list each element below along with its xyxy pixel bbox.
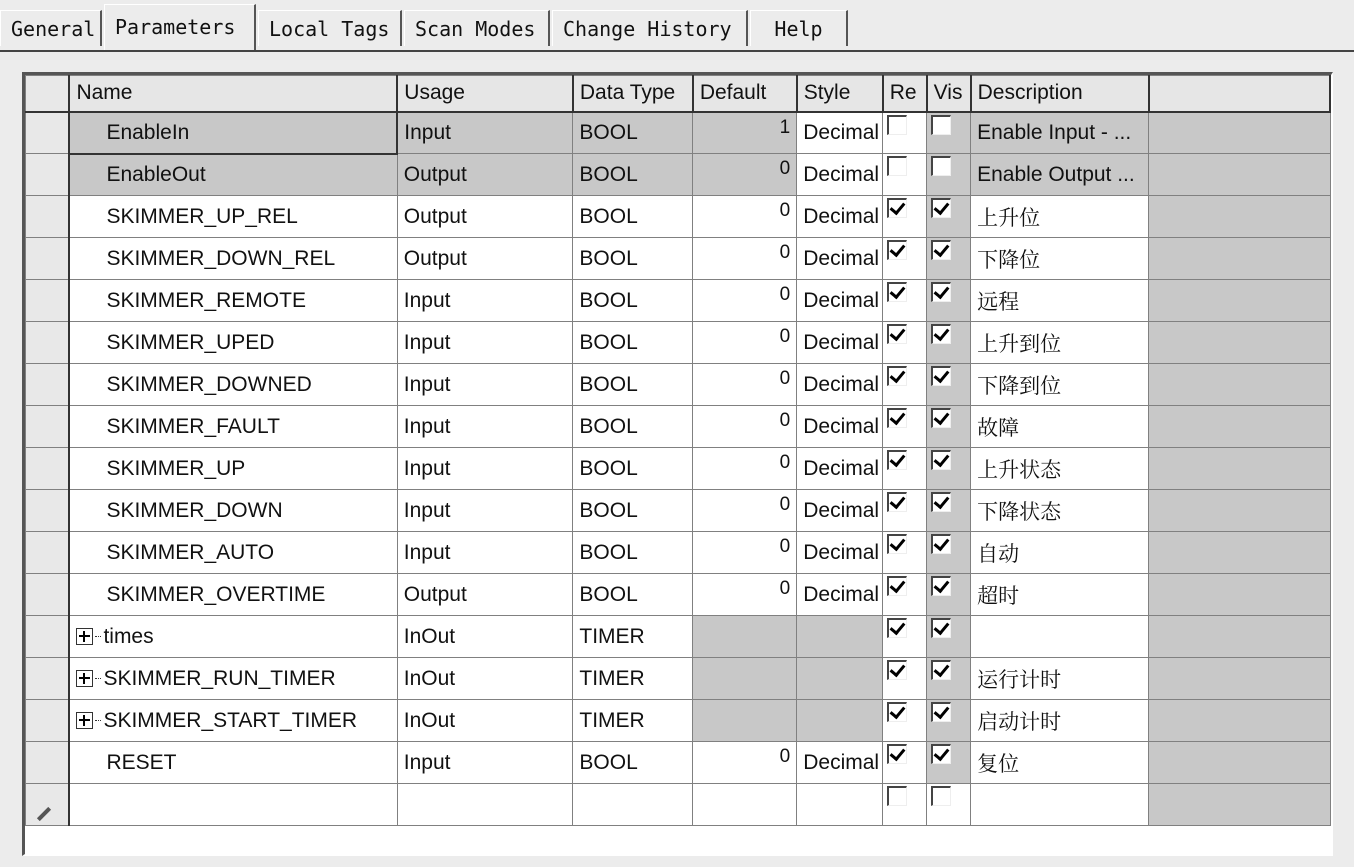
cell-visible xyxy=(927,616,971,658)
tree-connector xyxy=(95,678,101,679)
visible-checkbox[interactable] xyxy=(931,198,951,218)
cell-filler xyxy=(1149,448,1330,490)
cell-name[interactable] xyxy=(69,658,397,700)
cell-visible xyxy=(927,280,971,322)
cell-description[interactable]: 复位 xyxy=(971,742,1149,784)
table-row[interactable] xyxy=(26,322,1331,364)
row-selector[interactable] xyxy=(26,574,70,616)
row-selector[interactable] xyxy=(26,490,70,532)
required-checkbox[interactable] xyxy=(887,534,907,554)
cell-name-text: SKIMMER_DOWNED xyxy=(106,372,312,396)
tab-strip xyxy=(0,0,1354,52)
column-header-filler xyxy=(1149,76,1330,112)
cell-description[interactable]: 运行计时 xyxy=(971,658,1149,700)
row-selector[interactable] xyxy=(26,280,70,322)
expand-plus-icon[interactable] xyxy=(76,628,93,645)
cell-name-text: SKIMMER_AUTO xyxy=(106,540,275,564)
cell-usage[interactable]: Input xyxy=(397,364,573,406)
cell-name[interactable] xyxy=(69,532,397,574)
cell-usage[interactable]: Input xyxy=(397,322,573,364)
required-checkbox[interactable] xyxy=(887,240,907,260)
cell-data-type[interactable]: BOOL xyxy=(573,406,693,448)
cell-data-type[interactable]: BOOL xyxy=(573,196,693,238)
cell-usage[interactable] xyxy=(397,784,573,826)
visible-checkbox[interactable] xyxy=(931,240,951,260)
cell-style[interactable]: Decimal xyxy=(797,364,883,406)
column-header-name[interactable]: Name xyxy=(69,76,397,112)
cell-filler xyxy=(1149,280,1330,322)
cell-style[interactable] xyxy=(797,658,883,700)
cell-filler xyxy=(1149,406,1330,448)
cell-style[interactable]: Decimal xyxy=(797,490,883,532)
parameters-table xyxy=(25,75,1331,826)
grid-body xyxy=(26,112,1331,826)
cell-data-type[interactable]: BOOL xyxy=(573,742,693,784)
cell-description[interactable]: 上升状态 xyxy=(971,448,1149,490)
cell-required xyxy=(883,784,927,826)
cell-name[interactable] xyxy=(69,406,397,448)
required-checkbox[interactable] xyxy=(887,115,907,135)
cell-style[interactable]: Decimal xyxy=(797,154,883,196)
cell-description[interactable] xyxy=(971,784,1149,826)
cell-style[interactable]: Decimal xyxy=(797,532,883,574)
cell-name-text: SKIMMER_START_TIMER xyxy=(103,708,358,732)
cell-name[interactable] xyxy=(69,574,397,616)
cell-name[interactable] xyxy=(69,322,397,364)
cell-required xyxy=(883,574,927,616)
tab-change-history[interactable]: Change History xyxy=(552,10,748,46)
required-checkbox[interactable] xyxy=(887,576,907,596)
cell-default[interactable]: 0 xyxy=(693,406,797,448)
table-row[interactable] xyxy=(26,280,1331,322)
cell-visible xyxy=(927,490,971,532)
cell-visible xyxy=(927,784,971,826)
cell-style[interactable]: Decimal xyxy=(797,238,883,280)
required-checkbox[interactable] xyxy=(887,198,907,218)
cell-name[interactable] xyxy=(69,112,397,154)
cell-filler xyxy=(1149,658,1330,700)
cell-name-text: SKIMMER_REMOTE xyxy=(106,288,306,312)
cell-usage[interactable]: Input xyxy=(397,112,573,154)
row-selector[interactable] xyxy=(26,742,70,784)
cell-required xyxy=(883,364,927,406)
cell-name-text: SKIMMER_UP xyxy=(106,456,246,480)
cell-data-type[interactable]: TIMER xyxy=(573,658,693,700)
cell-usage[interactable]: Input xyxy=(397,406,573,448)
cell-required xyxy=(883,112,927,154)
cell-data-type[interactable]: BOOL xyxy=(573,490,693,532)
cell-name-text: SKIMMER_FAULT xyxy=(106,414,280,438)
cell-style[interactable]: Decimal xyxy=(797,280,883,322)
cell-data-type[interactable]: BOOL xyxy=(573,322,693,364)
required-checkbox[interactable] xyxy=(887,450,907,470)
header-row xyxy=(26,76,1331,112)
cell-visible xyxy=(927,532,971,574)
cell-style[interactable]: Decimal xyxy=(797,322,883,364)
cell-name[interactable] xyxy=(69,742,397,784)
cell-required xyxy=(883,490,927,532)
required-checkbox[interactable] xyxy=(887,660,907,680)
cell-description[interactable]: 上升位 xyxy=(971,196,1149,238)
table-row[interactable] xyxy=(26,658,1331,700)
cell-data-type[interactable]: BOOL xyxy=(573,280,693,322)
cell-name[interactable] xyxy=(69,784,397,826)
cell-style[interactable] xyxy=(797,700,883,742)
cell-filler xyxy=(1149,784,1330,826)
cell-style[interactable]: Decimal xyxy=(797,196,883,238)
cell-usage[interactable]: Input xyxy=(397,448,573,490)
required-checkbox[interactable] xyxy=(887,744,907,764)
visible-checkbox[interactable] xyxy=(931,618,951,638)
cell-filler xyxy=(1149,532,1330,574)
cell-default[interactable] xyxy=(693,658,797,700)
row-selector[interactable] xyxy=(26,196,70,238)
cell-data-type[interactable]: TIMER xyxy=(573,700,693,742)
row-selector-new[interactable] xyxy=(26,784,70,826)
cell-description[interactable]: 下降状态 xyxy=(971,490,1149,532)
visible-checkbox[interactable] xyxy=(931,744,951,764)
cell-description[interactable] xyxy=(971,616,1149,658)
cell-name[interactable] xyxy=(69,700,397,742)
cell-style[interactable]: Decimal xyxy=(797,742,883,784)
row-selector[interactable] xyxy=(26,616,70,658)
cell-filler xyxy=(1149,700,1330,742)
cell-filler xyxy=(1149,238,1330,280)
cell-name[interactable] xyxy=(69,448,397,490)
cell-data-type[interactable]: BOOL xyxy=(573,574,693,616)
table-row[interactable] xyxy=(26,238,1331,280)
table-row[interactable] xyxy=(26,574,1331,616)
visible-checkbox[interactable] xyxy=(931,576,951,596)
cell-data-type[interactable]: BOOL xyxy=(573,154,693,196)
required-checkbox[interactable] xyxy=(887,282,907,302)
required-checkbox[interactable] xyxy=(887,408,907,428)
visible-checkbox[interactable] xyxy=(931,156,951,176)
cell-visible xyxy=(927,742,971,784)
visible-checkbox[interactable] xyxy=(931,492,951,512)
required-checkbox[interactable] xyxy=(887,492,907,512)
cell-name-text: times xyxy=(103,624,154,648)
cell-default[interactable]: 0 xyxy=(693,322,797,364)
cell-required xyxy=(883,700,927,742)
visible-checkbox[interactable] xyxy=(931,115,951,135)
cell-name-text: SKIMMER_RUN_TIMER xyxy=(103,666,336,690)
tab-parameters[interactable]: Parameters xyxy=(104,4,256,50)
required-checkbox[interactable] xyxy=(887,702,907,722)
cell-default[interactable] xyxy=(693,700,797,742)
cell-default[interactable]: 1 xyxy=(693,112,797,154)
cell-required xyxy=(883,238,927,280)
column-header-visible[interactable]: Vis xyxy=(927,76,971,112)
row-selector[interactable] xyxy=(26,364,70,406)
cell-description[interactable]: Enable Output ... xyxy=(971,154,1149,196)
tab-scan-modes[interactable]: Scan Modes xyxy=(404,10,550,46)
parameters-grid xyxy=(22,72,1333,856)
cell-name[interactable] xyxy=(69,490,397,532)
visible-checkbox[interactable] xyxy=(931,324,951,344)
cell-required xyxy=(883,406,927,448)
cell-name-text: SKIMMER_DOWN_REL xyxy=(106,246,336,270)
table-row[interactable] xyxy=(26,616,1331,658)
cell-default[interactable] xyxy=(693,784,797,826)
cell-usage[interactable]: Input xyxy=(397,280,573,322)
visible-checkbox[interactable] xyxy=(931,282,951,302)
row-selector[interactable] xyxy=(26,700,70,742)
cell-description[interactable]: 自动 xyxy=(971,532,1149,574)
cell-style[interactable] xyxy=(797,616,883,658)
column-header-style[interactable]: Style xyxy=(797,76,883,112)
cell-visible xyxy=(927,364,971,406)
cell-filler xyxy=(1149,574,1330,616)
cell-data-type[interactable]: TIMER xyxy=(573,616,693,658)
cell-required xyxy=(883,154,927,196)
table-row[interactable] xyxy=(26,112,1331,154)
column-header-description[interactable]: Description xyxy=(971,76,1149,112)
cell-filler xyxy=(1149,112,1330,154)
cell-visible xyxy=(927,322,971,364)
column-header-data-type[interactable]: Data Type xyxy=(573,76,693,112)
cell-name[interactable] xyxy=(69,364,397,406)
row-selector[interactable] xyxy=(26,112,70,154)
cell-default[interactable]: 0 xyxy=(693,742,797,784)
cell-visible xyxy=(927,196,971,238)
cell-usage[interactable]: InOut xyxy=(397,700,573,742)
cell-name-text: RESET xyxy=(106,750,177,774)
cell-description[interactable]: 故障 xyxy=(971,406,1149,448)
cell-name[interactable] xyxy=(69,280,397,322)
cell-description[interactable]: 下降到位 xyxy=(971,364,1149,406)
cell-usage[interactable]: Output xyxy=(397,154,573,196)
cell-required xyxy=(883,322,927,364)
cell-usage[interactable]: InOut xyxy=(397,658,573,700)
visible-checkbox[interactable] xyxy=(931,408,951,428)
cell-description[interactable]: 启动计时 xyxy=(971,700,1149,742)
cell-filler xyxy=(1149,364,1330,406)
table-row[interactable] xyxy=(26,406,1331,448)
cell-description[interactable]: 下降位 xyxy=(971,238,1149,280)
cell-default[interactable] xyxy=(693,616,797,658)
cell-visible xyxy=(927,406,971,448)
cell-default[interactable]: 0 xyxy=(693,280,797,322)
required-checkbox[interactable] xyxy=(887,786,907,806)
required-checkbox[interactable] xyxy=(887,156,907,176)
cell-data-type[interactable]: BOOL xyxy=(573,448,693,490)
cell-required xyxy=(883,532,927,574)
cell-default[interactable]: 0 xyxy=(693,154,797,196)
cell-name-text: EnableIn xyxy=(106,120,190,144)
cell-name[interactable] xyxy=(69,616,397,658)
expand-plus-icon[interactable] xyxy=(76,670,93,687)
table-row[interactable] xyxy=(26,490,1331,532)
cell-usage[interactable]: InOut xyxy=(397,616,573,658)
visible-checkbox[interactable] xyxy=(931,786,951,806)
row-selector[interactable] xyxy=(26,238,70,280)
cell-style[interactable]: Decimal xyxy=(797,112,883,154)
cell-filler xyxy=(1149,490,1330,532)
cell-description[interactable]: 远程 xyxy=(971,280,1149,322)
tab-local-tags[interactable]: Local Tags xyxy=(258,10,402,46)
cell-usage[interactable]: Output xyxy=(397,196,573,238)
column-header-default[interactable]: Default xyxy=(693,76,797,112)
cell-filler xyxy=(1149,154,1330,196)
cell-data-type[interactable]: BOOL xyxy=(573,532,693,574)
expand-plus-icon[interactable] xyxy=(76,712,93,729)
tab-general[interactable]: General xyxy=(0,10,102,46)
cell-filler xyxy=(1149,322,1330,364)
cell-data-type[interactable]: BOOL xyxy=(573,364,693,406)
cell-required xyxy=(883,742,927,784)
cell-usage[interactable]: Input xyxy=(397,490,573,532)
cell-usage[interactable]: Output xyxy=(397,574,573,616)
cell-usage[interactable]: Output xyxy=(397,238,573,280)
cell-default[interactable]: 0 xyxy=(693,448,797,490)
cell-visible xyxy=(927,154,971,196)
cell-required xyxy=(883,658,927,700)
cell-visible xyxy=(927,574,971,616)
cell-required xyxy=(883,448,927,490)
cell-name-text: EnableOut xyxy=(106,162,206,186)
cell-usage[interactable]: Input xyxy=(397,742,573,784)
cell-filler xyxy=(1149,742,1330,784)
cell-default[interactable]: 0 xyxy=(693,238,797,280)
visible-checkbox[interactable] xyxy=(931,450,951,470)
table-row[interactable] xyxy=(26,196,1331,238)
cell-style[interactable]: Decimal xyxy=(797,448,883,490)
header-corner xyxy=(26,76,70,112)
table-row[interactable] xyxy=(26,700,1331,742)
table-row[interactable] xyxy=(26,364,1331,406)
cell-name-text: SKIMMER_DOWN xyxy=(106,498,283,522)
cell-style[interactable] xyxy=(797,784,883,826)
tab-help[interactable]: Help xyxy=(750,10,848,46)
table-row[interactable] xyxy=(26,154,1331,196)
cell-visible xyxy=(927,658,971,700)
cell-data-type[interactable] xyxy=(573,784,693,826)
cell-filler xyxy=(1149,616,1330,658)
table-row[interactable] xyxy=(26,742,1331,784)
visible-checkbox[interactable] xyxy=(931,366,951,386)
cell-visible xyxy=(927,448,971,490)
cell-description[interactable]: 超时 xyxy=(971,574,1149,616)
cell-visible xyxy=(927,238,971,280)
tree-connector xyxy=(95,720,101,721)
required-checkbox[interactable] xyxy=(887,618,907,638)
cell-visible xyxy=(927,700,971,742)
cell-usage[interactable]: Input xyxy=(397,532,573,574)
cell-visible xyxy=(927,112,971,154)
cell-name[interactable] xyxy=(69,196,397,238)
cell-name[interactable] xyxy=(69,154,397,196)
cell-default[interactable]: 0 xyxy=(693,364,797,406)
tree-connector xyxy=(95,636,101,637)
visible-checkbox[interactable] xyxy=(931,660,951,680)
row-selector[interactable] xyxy=(26,406,70,448)
new-row[interactable] xyxy=(26,784,1331,826)
cell-required xyxy=(883,196,927,238)
row-selector[interactable] xyxy=(26,448,70,490)
cell-default[interactable]: 0 xyxy=(693,532,797,574)
row-selector[interactable] xyxy=(26,322,70,364)
cell-data-type[interactable]: BOOL xyxy=(573,112,693,154)
required-checkbox[interactable] xyxy=(887,366,907,386)
cell-required xyxy=(883,616,927,658)
cell-default[interactable]: 0 xyxy=(693,490,797,532)
column-header-usage[interactable]: Usage xyxy=(397,76,573,112)
cell-name-text: SKIMMER_UP_REL xyxy=(106,204,298,228)
cell-style[interactable]: Decimal xyxy=(797,406,883,448)
visible-checkbox[interactable] xyxy=(931,534,951,554)
column-header-required[interactable]: Re xyxy=(883,76,927,112)
cell-filler xyxy=(1149,196,1330,238)
cell-required xyxy=(883,280,927,322)
cell-name-text: SKIMMER_OVERTIME xyxy=(106,582,326,606)
pencil-icon xyxy=(37,806,51,820)
cell-description[interactable]: Enable Input - ... xyxy=(971,112,1149,154)
required-checkbox[interactable] xyxy=(887,324,907,344)
cell-name[interactable] xyxy=(69,238,397,280)
cell-default[interactable]: 0 xyxy=(693,574,797,616)
cell-name-text: SKIMMER_UPED xyxy=(106,330,275,354)
table-row[interactable] xyxy=(26,448,1331,490)
cell-style[interactable]: Decimal xyxy=(797,574,883,616)
table-row[interactable] xyxy=(26,532,1331,574)
cell-data-type[interactable]: BOOL xyxy=(573,238,693,280)
row-selector[interactable] xyxy=(26,154,70,196)
cell-description[interactable]: 上升到位 xyxy=(971,322,1149,364)
cell-default[interactable]: 0 xyxy=(693,196,797,238)
visible-checkbox[interactable] xyxy=(931,702,951,722)
row-selector[interactable] xyxy=(26,532,70,574)
row-selector[interactable] xyxy=(26,658,70,700)
